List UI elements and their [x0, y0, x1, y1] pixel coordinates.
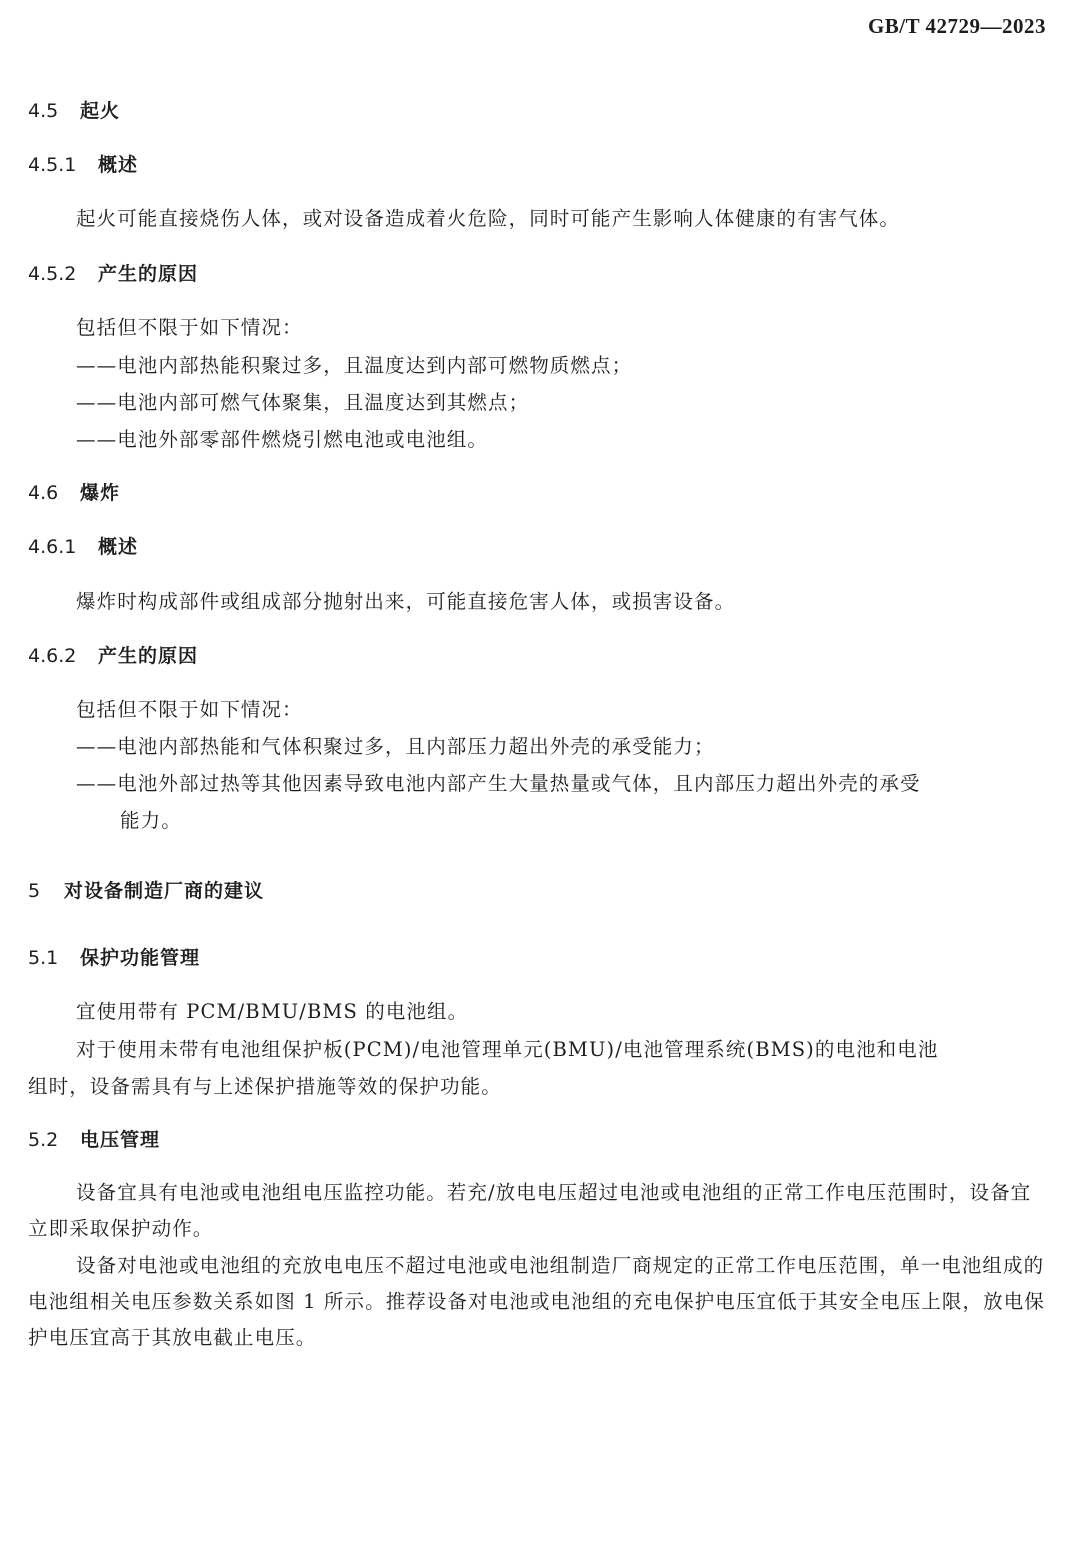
paragraph-line: 组时，设备需具有与上述保护措施等效的保护功能。 — [28, 1075, 502, 1098]
standard-number: GB/T 42729—2023 — [867, 14, 1046, 38]
heading-5-1 — [28, 943, 200, 970]
list-item: ——电池外部过热等其他因素导致电池内部产生大量热量或气体，且内部压力超出外壳的承受 — [76, 772, 921, 795]
heading-5 — [28, 876, 264, 903]
list-item: ——电池内部可燃气体聚集，且温度达到其燃点； — [76, 391, 530, 414]
heading-title: 爆炸 — [80, 482, 121, 504]
heading-4-5-1 — [28, 150, 138, 177]
heading-title: 产生的原因 — [98, 645, 199, 667]
heading-number: 5.1 — [28, 947, 59, 969]
heading-4-5 — [28, 96, 120, 123]
paragraph: 爆炸时构成部件或组成部分抛射出来，可能直接危害人体，或损害设备。 — [76, 590, 736, 613]
heading-number: 4.5.2 — [28, 263, 77, 285]
heading-title: 产生的原因 — [98, 263, 199, 285]
heading-number: 4.6.1 — [28, 536, 77, 558]
heading-title: 保护功能管理 — [80, 947, 201, 969]
list-item: ——电池外部零部件燃烧引燃电池或电池组。 — [76, 428, 489, 451]
paragraph: 设备对电池或电池组的充放电电压不超过电池或电池组制造厂商规定的正常工作电压范围，单一电池组成的电池组相关电压参数关系如图 1 所示。推荐设备对电池或电池组的充电保护电压宜低于其安全电压上限，放电保护电压宜高于其放电截止电压。 — [28, 1254, 1045, 1349]
heading-4-5-2 — [28, 259, 198, 286]
heading-number: 4.5.1 — [28, 154, 77, 176]
heading-title: 概述 — [98, 154, 139, 176]
heading-title: 起火 — [80, 100, 121, 122]
heading-number: 4.6.2 — [28, 645, 77, 667]
heading-title: 对设备制造厂商的建议 — [64, 880, 265, 902]
paragraph: 起火可能直接烧伤人体，或对设备造成着火危险，同时可能产生影响人体健康的有害气体。 — [76, 207, 901, 230]
heading-4-6-2 — [28, 641, 198, 668]
heading-title: 电压管理 — [80, 1129, 161, 1151]
list-item-continuation: 能力。 — [120, 809, 182, 832]
list-item: ——电池内部热能积聚过多，且温度达到内部可燃物质燃点； — [76, 354, 633, 377]
heading-5-2 — [28, 1125, 160, 1152]
heading-number: 5.2 — [28, 1129, 59, 1151]
heading-number: 5 — [28, 880, 41, 902]
heading-title: 概述 — [98, 536, 139, 558]
heading-4-6 — [28, 478, 120, 505]
paragraph-line: 对于使用未带有电池组保护板(PCM)/电池管理单元(BMU)/电池管理系统(BMS)的电池和电池 — [76, 1038, 939, 1061]
heading-4-6-1 — [28, 532, 138, 559]
heading-number: 4.5 — [28, 100, 59, 122]
list-intro: 包括但不限于如下情况： — [76, 698, 303, 721]
list-item: ——电池内部热能和气体积聚过多，且内部压力超出外壳的承受能力； — [76, 735, 715, 758]
paragraph: 宜使用带有 PCM/BMU/BMS 的电池组。 — [76, 1000, 469, 1023]
paragraph: 设备宜具有电池或电池组电压监控功能。若充/放电电压超过电池或电池组的正常工作电压范围时，设备宜立即采取保护动作。 — [28, 1181, 1032, 1240]
list-intro: 包括但不限于如下情况： — [76, 316, 303, 339]
heading-number: 4.6 — [28, 482, 59, 504]
